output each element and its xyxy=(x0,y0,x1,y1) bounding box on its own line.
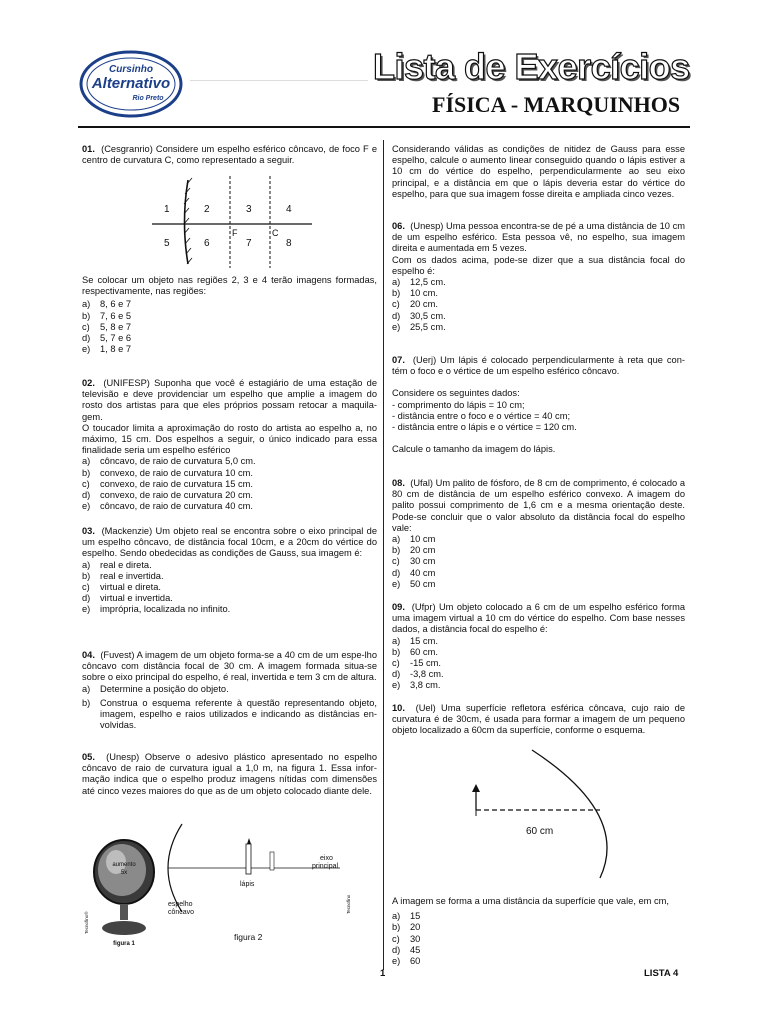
question-text: Se colocar um objeto nas regiões 2, 3 e 4 terão imagens formadas, respectivamente, nas regiões: xyxy=(82,275,377,297)
question-number: 08. xyxy=(392,478,405,488)
mirror-regions-diagram xyxy=(150,172,320,272)
option: b) real e invertida. xyxy=(82,570,164,581)
question-number: 04. xyxy=(82,650,95,660)
question-10-body xyxy=(392,896,685,967)
question-01-body xyxy=(82,275,377,355)
question-number: 10. xyxy=(392,703,405,713)
figure-side-text: Tecnofino xyxy=(346,894,351,914)
list-label: LISTA 4 xyxy=(644,968,679,979)
option: d) 40 cm xyxy=(392,567,436,578)
option: e) 25,5 cm. xyxy=(392,321,446,332)
option: d) virtual e invertida. xyxy=(82,593,173,604)
question-number: 05. xyxy=(82,752,95,762)
figure-1-hand-mirror xyxy=(82,828,162,950)
region-label: 4 xyxy=(286,204,292,215)
question-intro: (Ufal) Um palito de fósforo, de 8 cm de comprimento, é colocado a 80 cm de distância de um espelho esférico convexo. A imagem do palito possui comprimento de 1,6 cm e a mesma orientação deste. Pode-se concluir que o valor absoluto da distância focal do espelho vale: xyxy=(392,478,685,533)
question-number: 01. xyxy=(82,144,95,154)
question-01 xyxy=(82,144,377,166)
curvature-center-label: C xyxy=(272,228,279,238)
question-intro: (Cesgranrio) Considere um espelho esférico côncavo, de foco F e centro de curvatura C, como representado a seguir. xyxy=(82,144,377,166)
option: b) Construa o esquema referente à questão representando objeto, imagem, espelho e raios utilizados e indicando as distâncias en-volvidas. xyxy=(82,697,377,731)
question-02 xyxy=(82,378,377,512)
question-number: 09. xyxy=(392,602,405,612)
question-text: Calcule o tamanho da imagem do lápis. xyxy=(392,444,556,455)
region-label: 3 xyxy=(246,204,252,215)
question-05 xyxy=(82,752,377,797)
option: c) 30 cm xyxy=(392,556,436,567)
mirror-label: côncavo xyxy=(168,909,195,916)
question-06 xyxy=(392,221,685,333)
option: c) convexo, de raio de curvatura 15 cm. xyxy=(82,478,253,489)
region-label: 6 xyxy=(204,238,210,249)
option: e) côncavo, de raio de curvatura 40 cm. xyxy=(82,501,253,512)
figure-caption: figura 1 xyxy=(113,941,135,947)
question-intro: (Unesp) Uma pessoa encontra-se de pé a uma distância de 10 cm de um espelho esférico. Esta pessoa vê, no espelho, sua imagem direita e aumentada em 5 vezes. xyxy=(392,221,685,254)
question-intro: (Uel) Uma superfície refletora esférica côncava, cujo raio de curvatura é de 30cm, é usada para formar a imagem de um pequeno objeto localizado a 60cm da superfície, conforme o esquema. xyxy=(392,703,686,736)
region-label: 1 xyxy=(164,204,170,215)
mirror-label: espelho xyxy=(168,901,193,908)
axis-label: eixo xyxy=(320,855,333,862)
option: a) real e direta. xyxy=(82,559,152,570)
question-intro: (Fuvest) A imagem de um objeto forma-se a 40 cm de um espe-lho côncavo com distância focal de 30 cm. A imagem formada situa-se sobre o eixo principal do espelho, é real, invertida e tem 3 cm de altura. xyxy=(82,650,378,683)
question-number: 06. xyxy=(392,221,405,231)
question-intro: (Uerj) Um lápis é colocado perpendicularmente à reta que con-tém o foco e o vértice de um espelho esférico côncavo. xyxy=(392,355,685,377)
column-divider xyxy=(383,140,384,970)
option: d) convexo, de raio de curvatura 20 cm. xyxy=(82,490,253,501)
option: a) 10 cm xyxy=(392,534,436,545)
page-number: 1 xyxy=(380,968,386,979)
option: d) 5, 7 e 6 xyxy=(82,333,132,344)
sticker-text: aumento xyxy=(112,862,136,868)
figure-side-text: Tecnofino® xyxy=(84,911,89,934)
data-line: - comprimento do lápis = 10 cm; xyxy=(392,399,525,410)
question-number: 02. xyxy=(82,378,95,388)
question-number: 03. xyxy=(82,526,95,536)
figure-2-diagram xyxy=(160,818,360,948)
sticker-text: 5x xyxy=(120,870,128,876)
figure-caption: figura 2 xyxy=(234,932,263,942)
option: e) 50 cm xyxy=(392,578,436,589)
option: d) 45 xyxy=(392,944,421,955)
distance-label: 60 cm xyxy=(526,826,554,837)
question-intro: (UNIFESP) Suponha que você é estagiário de uma estação de televisão e deve providenciar um espelho que amplie a imagem do rosto dos artistas para que eles próprios possam retocar a maquila-gem. xyxy=(82,378,377,422)
question-04 xyxy=(82,650,377,731)
question-05-continued xyxy=(392,144,685,200)
option: e) 60 xyxy=(392,956,421,967)
option: e) 3,8 cm. xyxy=(392,680,441,691)
option: c) 5, 8 e 7 xyxy=(82,321,132,332)
question-intro: (Unesp) Observe o adesivo plástico apresentado no espelho côncavo de raio de curvatura igual a 1,0 m, na figura 1. Essa infor-mação indica que o espelho produz imagens nítidas com dimensões até cinco vezes maiores do que as de um objeto colocado diante dele. xyxy=(82,752,377,796)
option: a) 15 xyxy=(392,911,421,922)
page-title: Lista de Exercícios xyxy=(373,46,690,87)
option: c) 30 xyxy=(392,933,421,944)
data-line: - distância entre o lápis e o vértice = 120 cm. xyxy=(392,422,577,433)
region-label: 7 xyxy=(246,238,252,249)
option: e) 1, 8 e 7 xyxy=(82,344,132,355)
option: d) 30,5 cm. xyxy=(392,310,446,321)
question-intro: (Ufpr) Um objeto colocado a 6 cm de um espelho esférico forma uma imagem virtual a 10 cm do vértice do espelho. Com base nesses dados, a distância focal do espelho é: xyxy=(392,602,686,635)
question-09 xyxy=(392,602,685,692)
page-subtitle: FÍSICA - MARQUINHOS xyxy=(432,92,681,117)
option: c) virtual e direta. xyxy=(82,582,161,593)
question-03 xyxy=(82,526,377,616)
question-text: Com os dados acima, pode-se dizer que a sua distância focal do espelho é: xyxy=(392,254,685,276)
axis-label: principal xyxy=(312,863,339,870)
option: b) 10 cm. xyxy=(392,288,438,299)
option: b) 60 cm. xyxy=(392,646,438,657)
option: b) 7, 6 e 5 xyxy=(82,310,132,321)
school-logo xyxy=(78,48,188,120)
logo-line1: Cursinho xyxy=(109,64,153,75)
option: e) imprópria, localizada no infinito. xyxy=(82,604,231,615)
concave-surface-diagram xyxy=(440,746,630,882)
question-text: O toucador limita a aproximação do rosto do artista ao espelho a, no máximo, 15 cm. Dos espelhos a seguir, o único indicado para essa finalidade seria um espelho esférico xyxy=(82,422,377,456)
region-label: 8 xyxy=(286,238,292,249)
logo-line3: Rio Preto xyxy=(132,95,164,102)
option: b) convexo, de raio de curvatura 10 cm. xyxy=(82,467,253,478)
option: b) 20 xyxy=(392,922,421,933)
pencil-label: lápis xyxy=(240,881,255,888)
option: a) côncavo, de raio de curvatura 5,0 cm. xyxy=(82,456,256,467)
question-07 xyxy=(392,355,685,455)
question-text: A imagem se forma a uma distância da superfície que vale, em cm, xyxy=(392,896,669,906)
question-10 xyxy=(392,703,685,737)
question-number: 07. xyxy=(392,355,405,365)
option: c) -15 cm. xyxy=(392,658,441,669)
option: d) -3,8 cm. xyxy=(392,669,444,680)
question-08 xyxy=(392,478,685,590)
region-label: 2 xyxy=(204,204,210,215)
logo-line2: Alternativo xyxy=(91,75,171,92)
option: a) 15 cm. xyxy=(392,635,438,646)
option: a) 12,5 cm. xyxy=(392,277,446,288)
option: c) 20 cm. xyxy=(392,299,438,310)
pencil xyxy=(246,838,251,874)
data-line: - distância entre o foco e o vértice = 40 cm; xyxy=(392,410,571,421)
option: a) 8, 6 e 7 xyxy=(82,299,132,310)
focus-label: F xyxy=(232,228,238,238)
option: a) Determine a posição do objeto. xyxy=(82,683,229,694)
region-label: 5 xyxy=(164,238,170,249)
option: b) 20 cm xyxy=(392,545,436,556)
question-intro: (Mackenzie) Um objeto real se encontra sobre o eixo principal de um espelho côncavo, de distância focal 10cm, e a 20cm do vértice do espelho. Sendo obedecidas as condições de Gauss, sua imagem é: xyxy=(82,526,377,559)
data-title: Considere os seguintes dados: xyxy=(392,388,520,399)
question-text: Considerando válidas as condições de nitidez de Gauss para esse espelho, calcule o aumento linear conseguido quando o lápis estiver a 10 cm do vértice do espelho, perpendicularmente ao seu eixo principal, e a distância em que o lápis deveria estar do vértice do espelho, para que sua imagem fosse direita e ampliada cinco vezes. xyxy=(392,144,685,199)
